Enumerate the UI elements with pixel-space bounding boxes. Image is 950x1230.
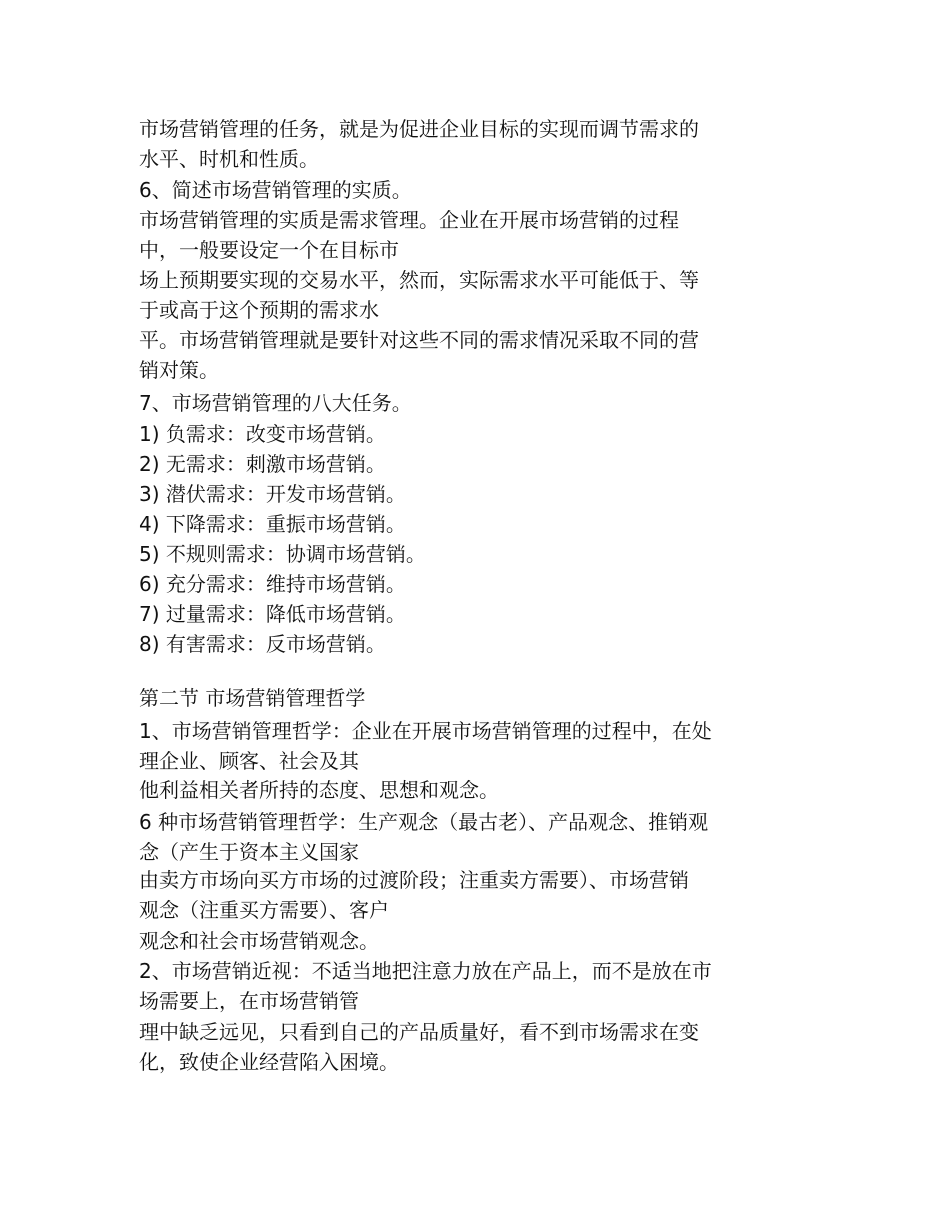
section-heading (139, 388, 412, 418)
paragraph (139, 1017, 699, 1077)
text-line: 6、简述市场营销管理的实质。 (139, 178, 412, 202)
text-line: 7) 过量需求：降低市场营销。 (139, 602, 406, 626)
list-item (139, 599, 406, 629)
paragraph (139, 865, 689, 925)
text-line: 1) 负需求：改变市场营销。 (139, 422, 386, 446)
paragraph (139, 807, 708, 867)
text-line: 6) 充分需求：维持市场营销。 (139, 572, 406, 596)
text-line: 于或高于这个预期的需求水 (139, 298, 379, 322)
paragraph (139, 775, 499, 805)
paragraph (139, 716, 712, 776)
text-line: 化，致使企业经营陷入困境。 (139, 1050, 399, 1074)
paragraph (139, 926, 379, 956)
text-line: 8) 有害需求：反市场营销。 (139, 632, 386, 656)
section-title (139, 683, 365, 713)
list-item (139, 419, 386, 449)
text-line: 3) 潜伏需求：开发市场营销。 (139, 482, 406, 506)
text-line: 2、市场营销近视：不适当地把注意力放在产品上，而不是放在市 (139, 959, 712, 983)
text-line: 2) 无需求：刺激市场营销。 (139, 452, 386, 476)
text-line: 平。市场营销管理就是要针对这些不同的需求情况采取不同的营 (139, 328, 699, 352)
paragraph (139, 205, 679, 265)
text-line: 市场营销管理的实质是需求管理。企业在开展市场营销的过程 (139, 208, 679, 232)
list-item (139, 479, 406, 509)
text-line: 销对策。 (139, 358, 219, 382)
text-line: 场需要上，在市场营销管 (139, 989, 359, 1013)
text-line: 4) 下降需求：重振市场营销。 (139, 512, 406, 536)
text-line: 第二节 市场营销管理哲学 (139, 686, 366, 710)
text-line: 观念（注重买方需要）、客户 (139, 898, 389, 922)
paragraph (139, 325, 699, 385)
text-line: 水平、时机和性质。 (139, 147, 319, 171)
text-line: 6 种市场营销管理哲学：生产观念（最古老）、产品观念、推销观 (139, 810, 709, 834)
text-line: 理企业、顾客、社会及其 (139, 749, 359, 773)
text-line: 念（产生于资本主义国家 (139, 840, 359, 864)
text-line: 1、市场营销管理哲学：企业在开展市场营销管理的过程中，在处 (139, 719, 712, 743)
text-line: 由卖方市场向买方市场的过渡阶段；注重卖方需要）、市场营销 (139, 868, 689, 892)
paragraph (139, 265, 699, 325)
text-line: 理中缺乏远见，只看到自己的产品质量好，看不到市场需求在变 (139, 1020, 699, 1044)
list-item (139, 539, 426, 569)
paragraph (139, 956, 712, 1016)
paragraph (139, 114, 699, 174)
text-line: 市场营销管理的任务，就是为促进企业目标的实现而调节需求的 (139, 117, 699, 141)
list-item (139, 449, 386, 479)
text-line: 观念和社会市场营销观念。 (139, 929, 379, 953)
list-item (139, 509, 406, 539)
section-heading (139, 175, 412, 205)
text-line: 5) 不规则需求：协调市场营销。 (139, 542, 426, 566)
text-line: 场上预期要实现的交易水平，然而，实际需求水平可能低于、等 (139, 268, 699, 292)
text-line: 他利益相关者所持的态度、思想和观念。 (139, 778, 499, 802)
text-line: 7、市场营销管理的八大任务。 (139, 391, 412, 415)
list-item (139, 629, 386, 659)
list-item (139, 569, 406, 599)
text-line: 中，一般要设定一个在目标市 (139, 238, 399, 262)
